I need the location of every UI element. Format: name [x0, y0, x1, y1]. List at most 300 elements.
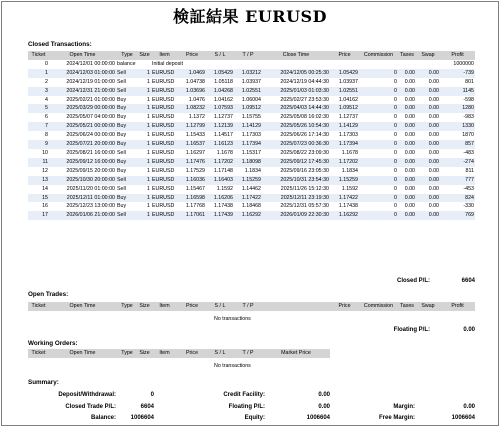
cell-item: EURUSD — [152, 132, 175, 139]
cell-close-time: 2025/09/16 23:05:30 — [280, 167, 329, 174]
column-header: Type — [116, 349, 138, 358]
cell-close-price: 1.05429 — [330, 69, 359, 78]
cell-item: EURUSD — [151, 69, 178, 78]
cell-swap: 0.00 — [428, 149, 439, 156]
cell-open-time: 2024/12/03 01:00:00 — [49, 69, 116, 78]
cell-close-price: 1.1834 — [341, 167, 358, 174]
column-header: T / P — [234, 302, 262, 311]
cell-tp: 1.14129 — [234, 122, 262, 131]
cell-item: EURUSD — [151, 104, 178, 113]
column-header: Commission — [359, 51, 398, 60]
cell-commission: 0 — [394, 96, 397, 103]
cell-tp: 1.03212 — [234, 69, 262, 78]
column-header: Size — [139, 52, 150, 58]
column-header: Size — [139, 350, 150, 356]
equity-label: Equity: — [244, 415, 265, 421]
column-header: Price — [330, 51, 359, 60]
cell-tp: 1.17422 — [234, 194, 262, 203]
cell-taxes: 0.00 — [404, 149, 415, 156]
table-row — [28, 113, 475, 122]
cell-open-time: 2026/01/06 21:00:00 — [49, 211, 116, 220]
deposit-label: Deposit/Withdrawal: — [58, 392, 116, 398]
closed-trade-pl-label: Closed Trade P/L: — [65, 404, 116, 410]
cell-ticket: 9 — [28, 140, 49, 149]
cell-sl: 1.14517 — [213, 132, 233, 139]
cell-profit: 801 — [465, 78, 474, 85]
cell-tp: 1.09512 — [234, 104, 262, 113]
column-header: T / P — [234, 51, 262, 60]
cell-taxes: 0.00 — [398, 158, 416, 167]
open-trades-table — [28, 302, 475, 311]
table-row — [28, 96, 475, 105]
cell-type: Buy — [116, 158, 138, 167]
cell-ticket: 4 — [45, 96, 48, 103]
cell-close-time: 2024/12/05 00:25:30 — [262, 69, 330, 78]
cell-swap: 0.00 — [428, 114, 439, 121]
cell-swap — [416, 60, 440, 69]
cell-swap: 0.00 — [428, 78, 439, 85]
table-row — [28, 185, 475, 194]
cell-size: 1 — [138, 87, 151, 96]
cell-price: 1.17061 — [178, 211, 206, 220]
cell-swap: 0.00 — [416, 158, 440, 167]
table-row — [28, 87, 475, 96]
cell-swap: 0.00 — [416, 122, 440, 131]
cell-commission: 0 — [394, 149, 397, 156]
cell-size: 1 — [147, 185, 150, 192]
cell-close-price: 1.1678 — [341, 149, 358, 156]
cell-ticket: 10 — [42, 149, 48, 156]
table-row — [28, 194, 475, 203]
cell-type: Sell — [117, 185, 126, 192]
working-orders-table — [28, 349, 475, 358]
cell-tp: 1.03937 — [241, 78, 261, 85]
cell-profit: -598 — [463, 96, 474, 103]
cell-commission: 0 — [359, 69, 398, 78]
cell-close-time: 2025/01/03 01:03:30 — [262, 87, 330, 96]
cell-open-time: 2025/10/30 20:00:00 — [49, 176, 116, 185]
cell-commission: 0 — [394, 132, 397, 139]
cell-close-price: 1.17303 — [338, 132, 358, 139]
table-row — [28, 211, 475, 220]
cell-type: Buy — [116, 104, 138, 113]
cell-commission: 0 — [394, 114, 397, 121]
column-header: Item — [151, 302, 178, 311]
cell-taxes: 0.00 — [404, 114, 415, 121]
cell-tp: 1.14462 — [241, 185, 261, 192]
cell-item: EURUSD — [151, 158, 178, 167]
column-header: S / L — [206, 51, 234, 60]
cell-close-price: 1.17438 — [338, 203, 358, 210]
cell-type: Buy — [117, 114, 127, 121]
cell-price: 1.1372 — [188, 114, 205, 121]
cell-close-time: 2024/12/19 04:44:30 — [280, 78, 329, 85]
cell-taxes — [398, 60, 416, 69]
cell-close-time: 2025/09/12 17:45:30 — [262, 158, 330, 167]
margin-label: Margin: — [393, 404, 415, 410]
free-margin-value: 1006604 — [451, 415, 475, 421]
cell-type: Sell — [117, 149, 126, 156]
cell-profit: 1145 — [440, 87, 475, 96]
cell-tp: 1.17303 — [241, 132, 261, 139]
credit-value: 0.00 — [318, 392, 330, 398]
column-header: Ticket — [28, 302, 49, 311]
cell-tp: 1.15259 — [234, 176, 262, 185]
cell-profit: 769 — [440, 211, 475, 220]
column-header: Swap — [416, 302, 440, 311]
cell-profit: -983 — [463, 114, 474, 121]
summary-label: Summary: — [28, 379, 59, 386]
table-row — [28, 140, 475, 149]
column-header: Taxes — [398, 302, 416, 311]
closed-transactions-label: Closed Transactions: — [28, 41, 92, 48]
cell-open-time: 2025/03/29 00:00:00 — [49, 104, 116, 113]
column-header: Type — [116, 51, 138, 60]
closed-pl-value: 6604 — [461, 278, 475, 284]
column-header: Profit — [440, 302, 475, 311]
column-header: Close Time — [262, 51, 330, 60]
column-header: Open Time — [49, 349, 116, 358]
table-row — [28, 149, 475, 158]
cell-type: Buy — [116, 122, 138, 131]
cell-commission: 0 — [394, 167, 397, 174]
closed-transactions-table — [28, 51, 475, 220]
table-row — [28, 131, 475, 140]
cell-commission: 0 — [359, 122, 398, 131]
cell-size: 1 — [138, 69, 151, 78]
cell-close-price: 1.1592 — [341, 185, 358, 192]
cell-ticket: 2 — [45, 78, 48, 85]
cell-item: Initial deposit — [152, 60, 183, 67]
cell-ticket: 16 — [42, 203, 48, 210]
column-header: Ticket — [28, 349, 49, 358]
cell-item: EURUSD — [151, 140, 178, 149]
cell-ticket: 7 — [28, 122, 49, 131]
cell-item: EURUSD — [152, 149, 175, 156]
cell-close-price: 1.09512 — [330, 104, 359, 113]
cell-tp — [234, 60, 262, 69]
cell-size: 1 — [138, 104, 151, 113]
cell-size: 1 — [138, 140, 151, 149]
cell-profit: -330 — [463, 203, 474, 210]
cell-taxes: 0.00 — [404, 78, 415, 85]
column-header: S / L — [206, 302, 234, 311]
cell-profit: -453 — [463, 185, 474, 192]
cell-taxes: 0.00 — [404, 96, 415, 103]
cell-commission: 0 — [394, 185, 397, 192]
cell-price: 1.17768 — [185, 203, 205, 210]
cell-close-time: 2025/05/08 16:02:30 — [280, 114, 329, 121]
column-header: Open Time — [49, 51, 116, 60]
cell-tp: 1.18468 — [241, 203, 261, 210]
open-trades-empty: No transactions — [214, 316, 251, 322]
cell-taxes: 0.00 — [404, 185, 415, 192]
cell-profit: 1000000 — [453, 60, 474, 67]
cell-swap: 0.00 — [428, 132, 439, 139]
cell-profit: 857 — [440, 140, 475, 149]
cell-close-price: 1.17394 — [330, 140, 359, 149]
balance-value: 1006604 — [130, 415, 154, 421]
cell-profit: 1870 — [462, 132, 474, 139]
cell-close-time: 2025/04/03 14:44:30 — [262, 104, 330, 113]
cell-type: Buy — [117, 203, 127, 210]
cell-ticket: 17 — [28, 211, 49, 220]
table-row — [28, 104, 475, 113]
cell-close-price: 1.03937 — [338, 78, 358, 85]
cell-price: 1.16297 — [185, 149, 205, 156]
column-header: Item — [151, 349, 178, 358]
cell-close-price: 1.17422 — [330, 194, 359, 203]
column-header: Ticket — [28, 51, 49, 60]
cell-sl — [206, 60, 234, 69]
cell-ticket: 8 — [45, 132, 48, 139]
cell-close-time: 2025/02/27 23:53:30 — [280, 96, 329, 103]
cell-commission: 0 — [359, 140, 398, 149]
column-header: S / L — [206, 349, 234, 358]
cell-price: 1.03696 — [178, 87, 206, 96]
cell-type: balance — [117, 60, 136, 67]
cell-size: 1 — [138, 158, 151, 167]
cell-price: 1.0469 — [178, 69, 206, 78]
summary-floating-value: 0.00 — [318, 404, 330, 410]
cell-open-time: 2024/12/19 01:00:00 — [66, 78, 115, 85]
cell-item: EURUSD — [151, 194, 178, 203]
closed-header-row — [28, 51, 475, 60]
cell-ticket: 0 — [45, 60, 48, 67]
column-header — [262, 302, 330, 311]
cell-commission: 0 — [359, 87, 398, 96]
cell-type: Buy — [117, 132, 127, 139]
cell-ticket: 5 — [28, 104, 49, 113]
table-row — [28, 122, 475, 131]
cell-item: EURUSD — [152, 185, 175, 192]
cell-sl: 1.05118 — [214, 78, 233, 85]
cell-close-price: 1.12737 — [338, 114, 358, 121]
cell-close-time: 2025/11/26 15:12:30 — [280, 185, 329, 192]
cell-sl: 1.17148 — [213, 167, 233, 174]
cell-sl: 1.12139 — [206, 122, 234, 131]
open-trades-label: Open Trades: — [28, 291, 69, 298]
cell-item: EURUSD — [151, 211, 178, 220]
cell-price: 1.16598 — [178, 194, 206, 203]
cell-size: 1 — [147, 78, 150, 85]
free-margin-label: Free Margin: — [378, 415, 415, 421]
cell-profit: 1330 — [440, 122, 475, 131]
cell-open-time: 2025/12/11 01:00:00 — [49, 194, 116, 203]
column-header: Price — [178, 51, 206, 60]
cell-close-time: 2025/07/23 00:36:30 — [262, 140, 330, 149]
cell-close-time: 2025/12/31 05:57:30 — [280, 203, 329, 210]
cell-item: EURUSD — [152, 96, 175, 103]
cell-close-price: 1.16292 — [330, 211, 359, 220]
cell-taxes: 0.00 — [398, 104, 416, 113]
cell-close-time — [262, 60, 330, 69]
cell-ticket: 14 — [42, 185, 48, 192]
cell-taxes: 0.00 — [404, 203, 415, 210]
cell-sl: 1.05429 — [206, 69, 234, 78]
cell-commission: 0 — [394, 78, 397, 85]
cell-commission: 0 — [359, 104, 398, 113]
cell-taxes: 0.00 — [398, 69, 416, 78]
cell-taxes: 0.00 — [398, 140, 416, 149]
cell-commission: 0 — [359, 194, 398, 203]
report-title: 検証結果 EURUSD — [173, 7, 327, 26]
column-header: Taxes — [398, 51, 416, 60]
table-row — [28, 69, 475, 78]
cell-close-price: 1.14129 — [330, 122, 359, 131]
cell-close-time: 2025/06/26 17:14:30 — [280, 132, 329, 139]
summary-floating-label: Floating P/L: — [228, 404, 265, 410]
cell-open-time: 2025/09/15 20:00:00 — [66, 167, 115, 174]
cell-open-time: 2025/08/21 16:00:00 — [66, 149, 115, 156]
cell-item: EURUSD — [152, 167, 175, 174]
cell-type: Sell — [116, 69, 138, 78]
open-trades-header-row — [28, 302, 475, 311]
cell-ticket: 6 — [45, 114, 48, 121]
cell-close-time: 2025/08/22 23:09:30 — [280, 149, 329, 156]
cell-close-price: 1.17202 — [330, 158, 359, 167]
working-orders-empty: No transactions — [214, 363, 251, 369]
column-header: Swap — [416, 51, 440, 60]
cell-price: 1.15467 — [185, 185, 205, 192]
cell-close-price: 1.04162 — [338, 96, 358, 103]
cell-swap: 0.00 — [428, 96, 439, 103]
cell-open-time: 2025/07/21 20:00:00 — [49, 140, 116, 149]
cell-tp: 1.16292 — [234, 211, 262, 220]
table-row — [28, 78, 475, 87]
cell-size: 1 — [138, 176, 151, 185]
table-row — [28, 167, 475, 176]
cell-type: Sell — [116, 211, 138, 220]
cell-sl: 1.17202 — [206, 158, 234, 167]
cell-profit: 1280 — [440, 104, 475, 113]
column-header: Commission — [359, 302, 398, 311]
cell-sl: 1.1592 — [216, 185, 233, 192]
table-row — [28, 202, 475, 211]
cell-taxes: 0.00 — [398, 122, 416, 131]
cell-close-time: 2025/10/31 23:54:30 — [262, 176, 330, 185]
cell-taxes: 0.00 — [404, 167, 415, 174]
table-row — [28, 176, 475, 185]
open-floating-value: 0.00 — [463, 327, 475, 333]
column-header: Item — [151, 51, 178, 60]
column-header: Price — [178, 302, 206, 311]
cell-swap: 0.00 — [428, 167, 439, 174]
column-header: T / P — [234, 349, 262, 358]
cell-sl: 1.16206 — [206, 194, 234, 203]
cell-size: 1 — [138, 194, 151, 203]
cell-size: 1 — [147, 132, 150, 139]
cell-price: 1.0476 — [188, 96, 205, 103]
cell-swap: 0.00 — [416, 211, 440, 220]
column-header: Size — [139, 303, 150, 309]
cell-commission: 0 — [359, 176, 398, 185]
cell-size: 1 — [147, 167, 150, 174]
cell-taxes: 0.00 — [398, 194, 416, 203]
column-header: Market Price — [262, 349, 330, 358]
cell-tp: 1.02551 — [234, 87, 262, 96]
cell-sl: 1.1678 — [216, 149, 233, 156]
cell-open-time: 2025/11/20 01:00:00 — [66, 185, 115, 192]
cell-item: EURUSD — [152, 78, 175, 85]
cell-profit: -483 — [463, 149, 474, 156]
column-header: Open Time — [49, 302, 116, 311]
cell-size: 1 — [147, 114, 150, 121]
cell-open-time: 2025/05/07 04:00:00 — [66, 114, 115, 121]
cell-type: Buy — [117, 96, 127, 103]
cell-price: 1.04738 — [185, 78, 205, 85]
cell-taxes: 0.00 — [398, 87, 416, 96]
cell-profit: -274 — [440, 158, 475, 167]
cell-profit: -739 — [440, 69, 475, 78]
cell-ticket: 13 — [28, 176, 49, 185]
cell-size: 1 — [147, 203, 150, 210]
cell-swap: 0.00 — [416, 140, 440, 149]
cell-tp: 1.17394 — [234, 140, 262, 149]
column-header: Price — [178, 349, 206, 358]
column-header: Profit — [440, 51, 475, 60]
cell-tp: 1.15317 — [241, 149, 261, 156]
cell-profit: 777 — [440, 176, 475, 185]
cell-taxes: 0.00 — [398, 211, 416, 220]
cell-price: 1.17529 — [185, 167, 205, 174]
cell-taxes: 0.00 — [404, 132, 415, 139]
cell-price: 1.16036 — [178, 176, 206, 185]
cell-close-time: 2025/12/11 23:19:30 — [262, 194, 330, 203]
cell-taxes: 0.00 — [398, 176, 416, 185]
cell-open-time: 2025/05/21 00:00:00 — [49, 122, 116, 131]
open-floating-label: Floating P/L: — [393, 327, 430, 333]
column-header: Type — [116, 302, 138, 311]
cell-sl: 1.16123 — [206, 140, 234, 149]
credit-label: Credit Facility: — [223, 392, 265, 398]
cell-tp: 1.06004 — [241, 96, 261, 103]
cell-swap: 0.00 — [416, 87, 440, 96]
cell-commission: 0 — [359, 158, 398, 167]
cell-open-time: 2025/06/24 00:00:00 — [66, 132, 115, 139]
column-header: Price — [330, 302, 359, 311]
cell-sl: 1.17438 — [213, 203, 233, 210]
cell-swap: 0.00 — [416, 69, 440, 78]
cell-price: 1.17476 — [178, 158, 206, 167]
working-orders-label: Working Orders: — [28, 340, 78, 347]
cell-swap: 0.00 — [416, 104, 440, 113]
cell-type: Buy — [116, 194, 138, 203]
cell-price: 1.08232 — [178, 104, 206, 113]
cell-close-price: 1.02551 — [330, 87, 359, 96]
cell-size: 1 — [147, 96, 150, 103]
equity-value: 1006604 — [306, 415, 330, 421]
cell-price: 1.12799 — [178, 122, 206, 131]
cell-close-time: 2026/01/09 22:30:30 — [262, 211, 330, 220]
balance-label: Balance: — [90, 415, 116, 421]
working-orders-header-row — [28, 349, 475, 358]
deposit-value: 0 — [150, 392, 154, 398]
cell-ticket: 1 — [28, 69, 49, 78]
cell-tp: 1.15755 — [241, 114, 261, 121]
cell-close-time: 2025/05/26 10:54:30 — [262, 122, 330, 131]
cell-sl: 1.17439 — [206, 211, 234, 220]
cell-commission: 0 — [359, 211, 398, 220]
cell-profit: 811 — [465, 167, 474, 174]
cell-item: EURUSD — [151, 87, 178, 96]
cell-commission — [359, 60, 398, 69]
cell-type: Sell — [117, 78, 126, 85]
cell-ticket: 11 — [28, 158, 49, 167]
cell-price: 1.15433 — [185, 132, 205, 139]
cell-open-time: 2025/12/23 13:00:00 — [66, 203, 115, 210]
cell-ticket: 12 — [42, 167, 48, 174]
